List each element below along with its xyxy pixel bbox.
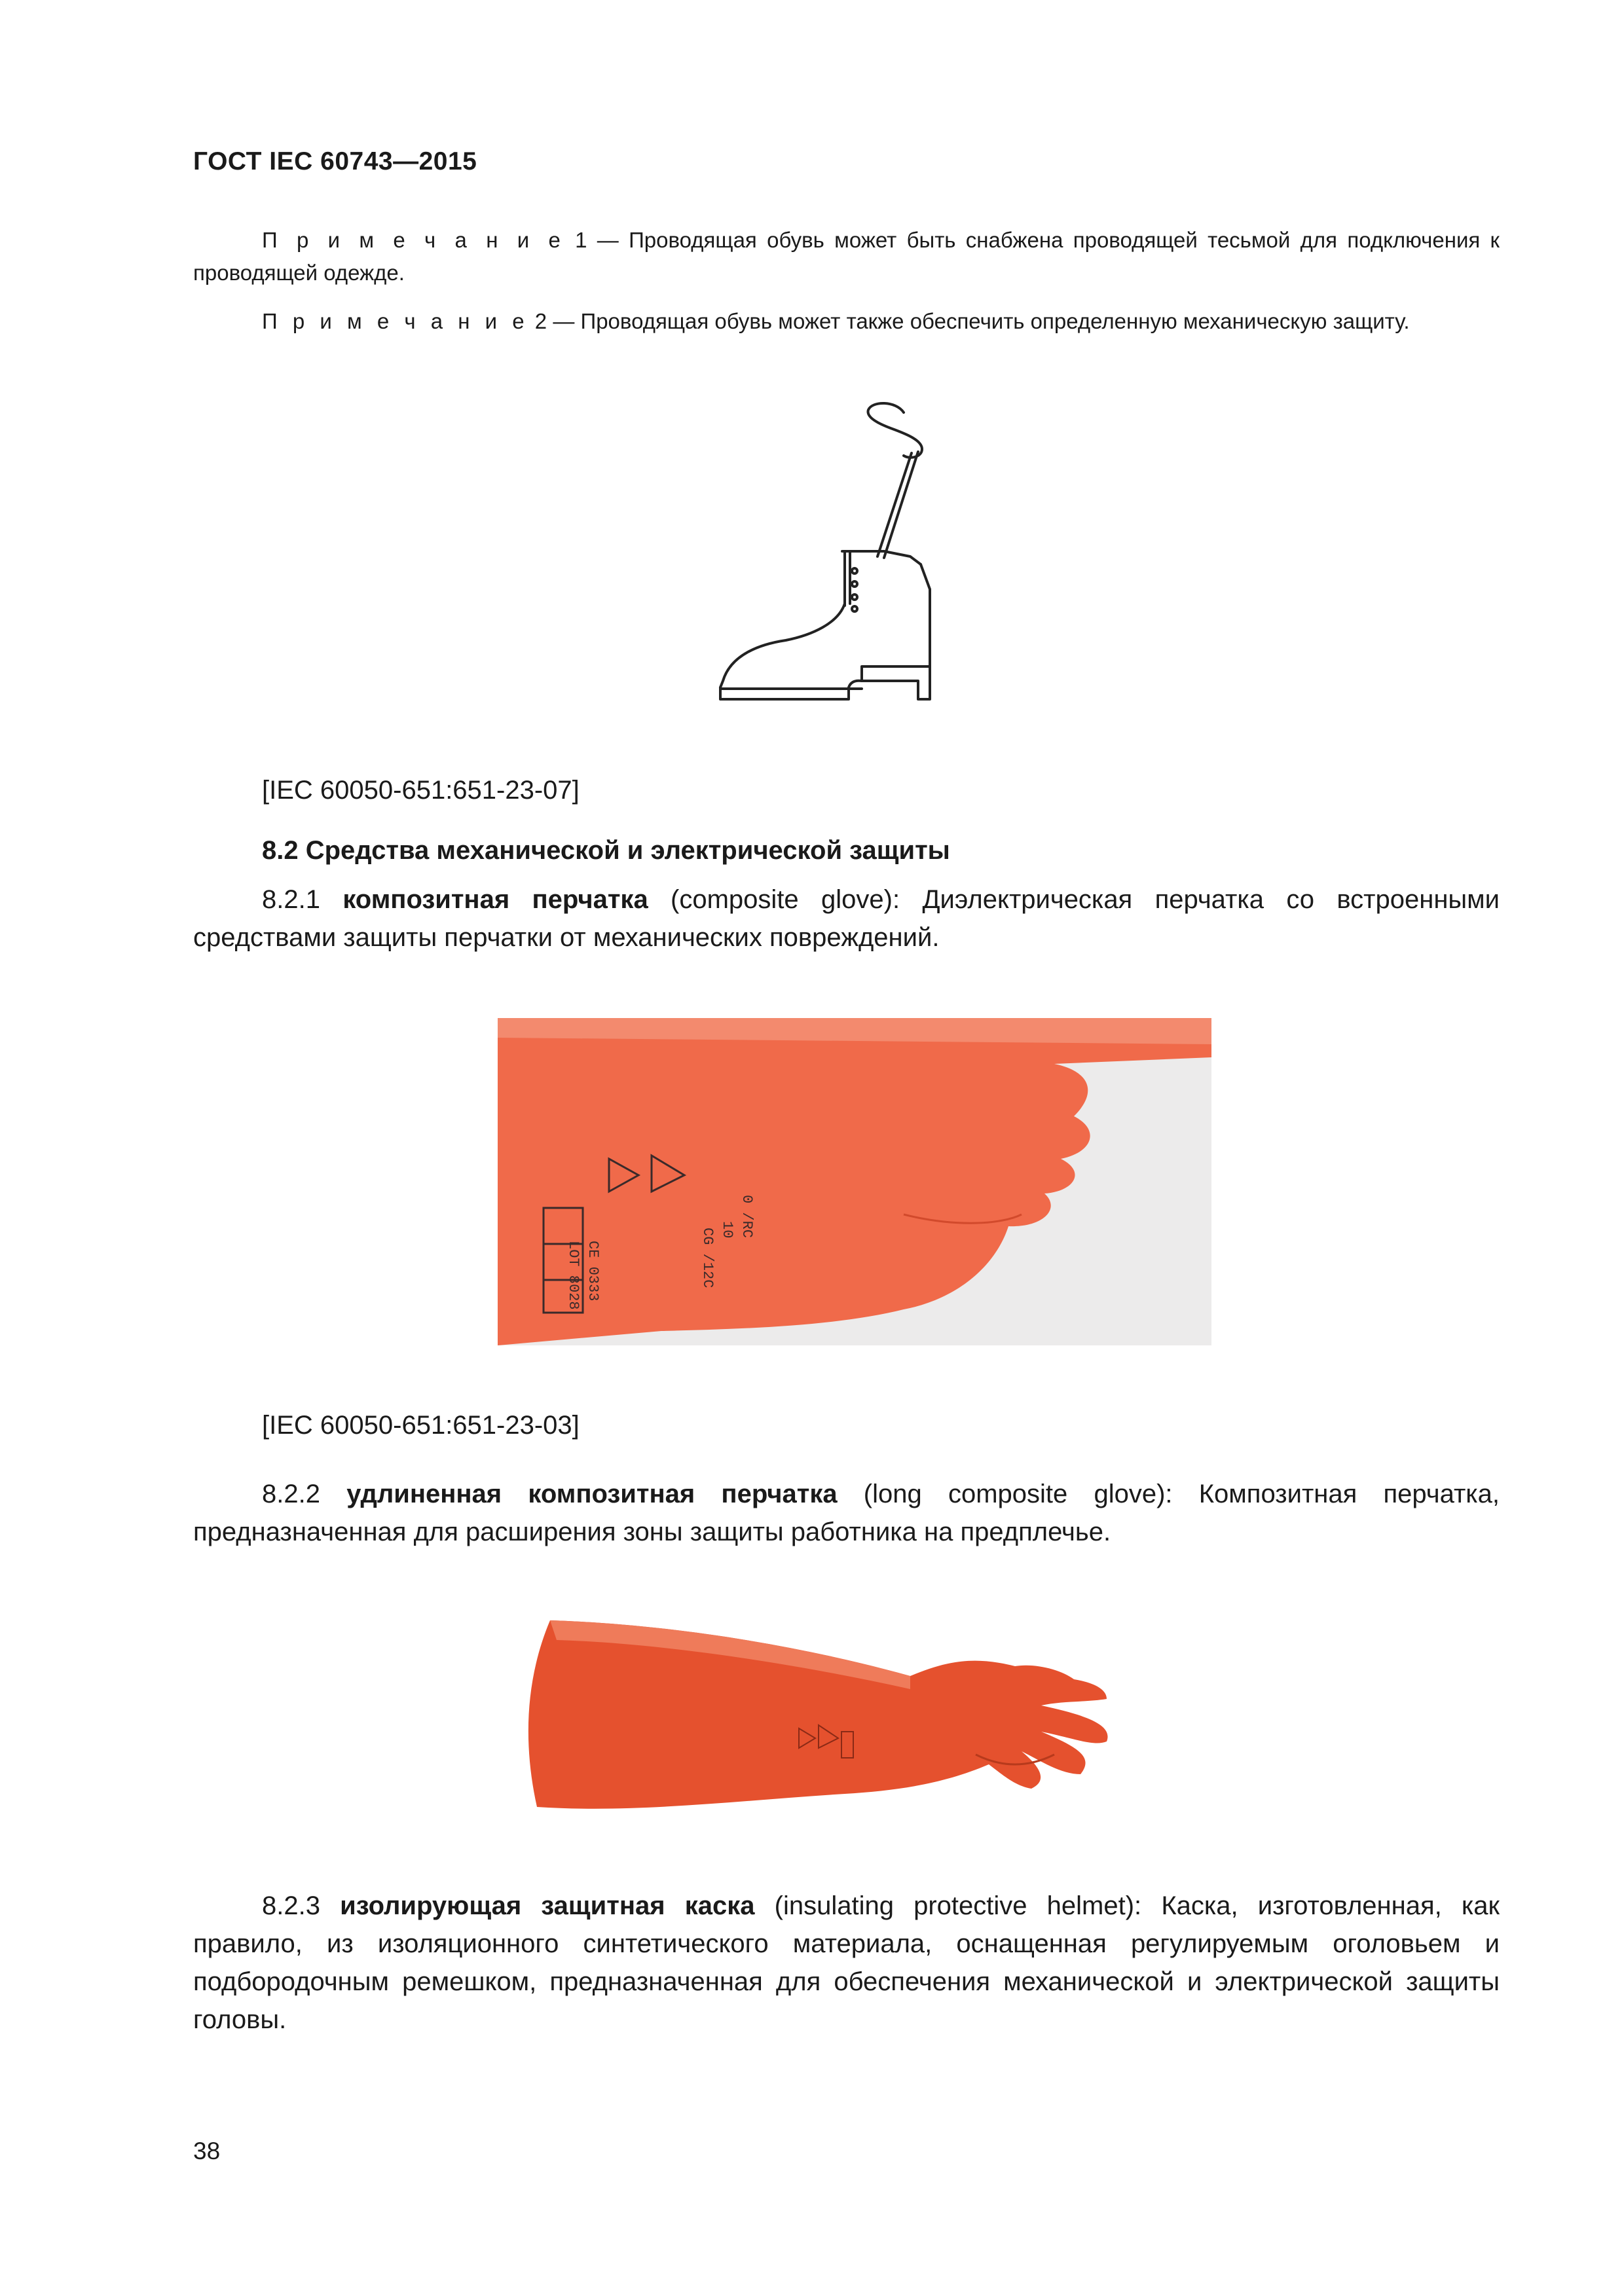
- note-label: П р и м е ч а н и е: [262, 309, 529, 333]
- term-8-2-2: [193, 1475, 1500, 1551]
- term-8-2-1: [193, 881, 1500, 957]
- long-composite-glove-figure: [517, 1617, 1179, 1820]
- note-text: 2 — Проводящая обувь может также обеспечить определенную механическую защиту.: [528, 309, 1410, 333]
- term-number: 8.2.2: [262, 1480, 347, 1508]
- term-number: 8.2.1: [262, 885, 343, 914]
- conductive-boot-figure: [714, 399, 950, 720]
- note-1: [193, 224, 1500, 289]
- composite-glove-figure: [498, 1018, 1211, 1345]
- term-definition: Диэлектрическая перчатка со встроенными средствами защиты перчатки от механических повреждений.: [193, 885, 1500, 952]
- term-number: 8.2.3: [262, 1891, 341, 1920]
- glove-marking-class: 0 /RC: [739, 1195, 755, 1239]
- term-name: композитная перчатка: [342, 885, 648, 914]
- term-8-2-3: [193, 1887, 1500, 2039]
- term-definition: Каска, изготовленная, как правило, из изоляционного синтетического материала, оснащенная регулируемым оголовьем и подбородочным ремешком, предназначенная для обеспечения механической и электрической защиты головы.: [193, 1891, 1500, 2034]
- conductive-boot-with-strap-icon: [720, 403, 930, 699]
- glove-marking-lot: LOT 8028: [565, 1241, 581, 1310]
- note-text: 1 — Проводящая обувь может быть снабжена проводящей тесьмой для подключения к проводящей одежде.: [193, 228, 1500, 285]
- term-name: удлиненная композитная перчатка: [346, 1480, 838, 1508]
- document-header: ГОСТ IEC 60743—2015: [193, 147, 477, 175]
- long-composite-glove-icon: [528, 1620, 1108, 1809]
- term-english: (composite glove):: [648, 885, 923, 914]
- reference-1: [IEC 60050-651:651-23-07]: [262, 776, 580, 805]
- term-english: (insulating protective helmet):: [754, 1891, 1162, 1920]
- term-definition: Композитная перчатка, предназначенная для расширения зоны защиты работника на предплечье.: [193, 1480, 1500, 1546]
- glove-marking-cg: CG /12C: [699, 1228, 716, 1288]
- reference-2: [IEC 60050-651:651-23-03]: [262, 1411, 580, 1440]
- note-label: П р и м е ч а н и е: [262, 228, 565, 252]
- glove-marking-size: 10: [719, 1221, 735, 1239]
- glove-marking-ce: CE 0333: [585, 1241, 601, 1302]
- section-heading: 8.2 Средства механической и электрической защиты: [262, 836, 950, 865]
- note-2: [193, 305, 1500, 338]
- term-name: изолирующая защитная каска: [340, 1891, 755, 1920]
- term-english: (long composite glove):: [837, 1480, 1199, 1508]
- page-number: 38: [193, 2138, 221, 2164]
